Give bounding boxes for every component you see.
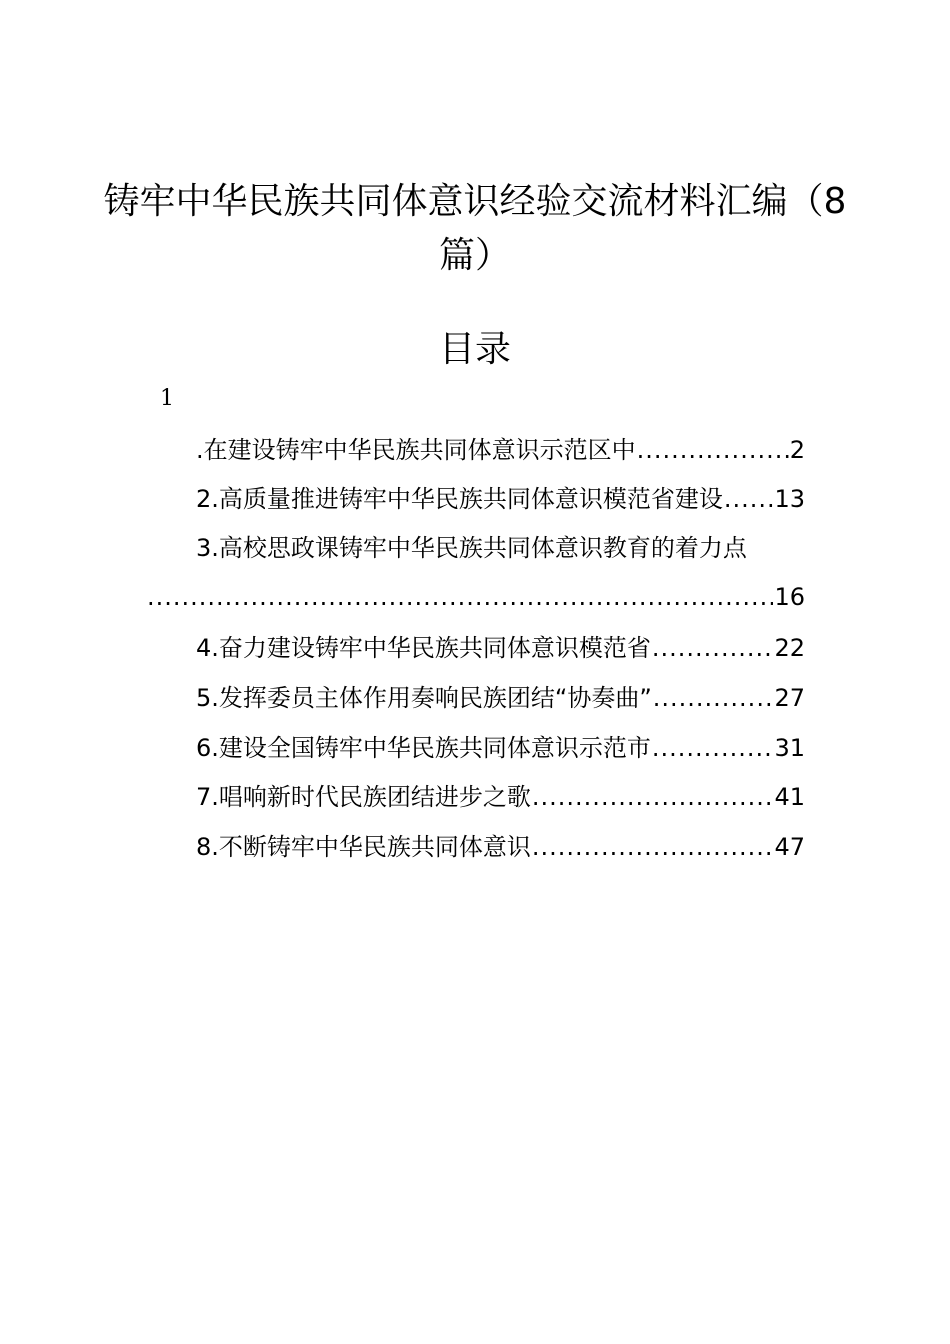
- toc-entry-page: 13: [774, 485, 805, 513]
- toc-leader: [653, 680, 774, 716]
- toc-leader: [532, 829, 774, 865]
- toc-entry-6[interactable]: [196, 730, 805, 766]
- toc-leader: [724, 481, 774, 517]
- toc-entry-text: 4.奋力建设铸牢中华民族共同体意识模范省: [196, 634, 651, 662]
- toc-entry-1[interactable]: [196, 432, 805, 468]
- toc-entry-page: 16: [774, 583, 805, 611]
- toc-entry-page: 31: [774, 734, 805, 762]
- toc-entry-5[interactable]: [196, 680, 805, 716]
- toc-leader: [532, 779, 774, 815]
- toc-heading: 目录: [438, 329, 511, 370]
- toc-leader: [652, 630, 774, 666]
- toc-entry-text: .在建设铸牢中华民族共同体意识示范区中: [196, 436, 636, 464]
- toc-entry-text: 5.发挥委员主体作用奏响民族团结“协奏曲”: [196, 684, 652, 712]
- toc-entry-2[interactable]: [196, 481, 805, 517]
- toc-entry-text: 6.建设全国铸牢中华民族共同体意识示范市: [196, 734, 651, 762]
- toc-leader: [652, 730, 774, 766]
- toc-entry-page: 41: [774, 783, 805, 811]
- toc-entry-page: 2: [789, 436, 805, 464]
- document-title: 铸牢中华民族共同体意识经验交流材料汇编（8篇）: [103, 181, 847, 276]
- toc-entry-7[interactable]: [196, 779, 805, 815]
- toc-entry-page: 47: [774, 833, 805, 861]
- toc-entry-page: 27: [774, 684, 805, 712]
- toc-leader: [147, 579, 773, 615]
- toc-entry-3-continuation[interactable]: [146, 579, 805, 615]
- toc-entry-8[interactable]: [196, 829, 805, 865]
- toc-entry-page: 22: [774, 634, 805, 662]
- toc-entry-3[interactable]: [196, 530, 805, 566]
- toc-entry-text: 3.高校思政课铸牢中华民族共同体意识教育的着力点: [196, 534, 747, 562]
- toc-entry-text: 2.高质量推进铸牢中华民族共同体意识模范省建设: [196, 485, 723, 513]
- toc-entry-text: 8.不断铸牢中华民族共同体意识: [196, 833, 531, 861]
- toc-leader: [637, 432, 789, 468]
- toc-entry-4[interactable]: [196, 630, 805, 666]
- toc-entry-text: 7.唱响新时代民族团结进步之歌: [196, 783, 531, 811]
- stray-mark: 1: [160, 386, 174, 411]
